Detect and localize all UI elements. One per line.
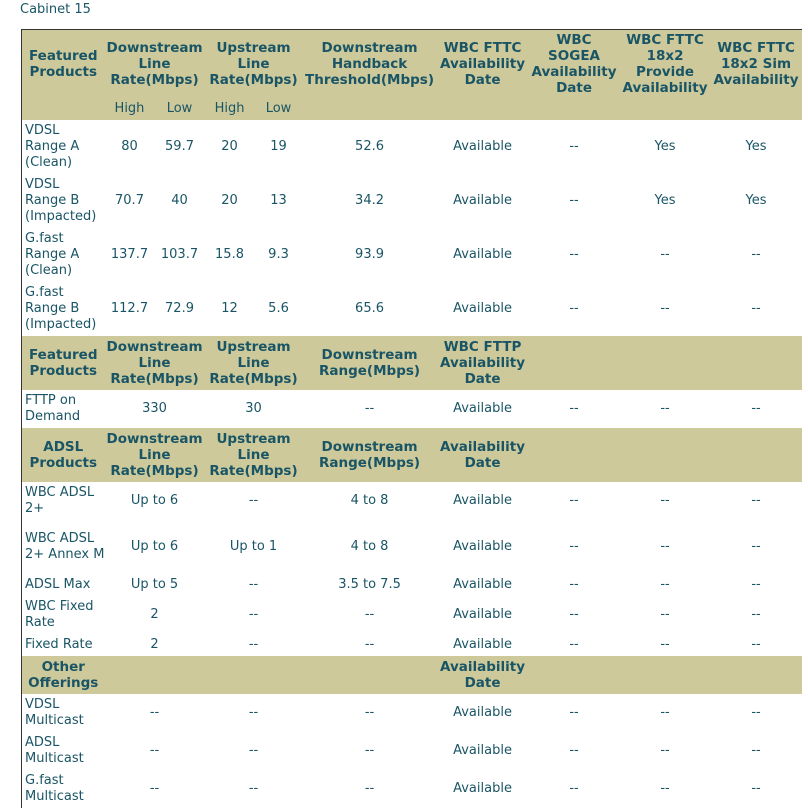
product-name: G.fast Multicast [25, 772, 84, 804]
cell: -- [751, 636, 761, 652]
cell: 112.7 [110, 300, 149, 316]
col-header: WBC FTTC 18x2 Provide Availability [620, 30, 711, 98]
cell: Available [453, 138, 512, 154]
cell: -- [569, 246, 579, 262]
col-header: WBC FTTC 18x2 Sim Availability [711, 30, 802, 98]
cell: 30 [245, 400, 262, 416]
cell: 12 [221, 300, 238, 316]
cell: 9.3 [268, 246, 289, 262]
section-header-adsl [22, 428, 802, 482]
cell: -- [751, 538, 761, 554]
cell: -- [660, 538, 670, 554]
table-row [22, 482, 802, 520]
cell: -- [751, 780, 761, 796]
cell: -- [569, 492, 579, 508]
table-row [22, 634, 802, 656]
col-header: Downstream Line Rate(Mbps) [105, 428, 205, 482]
cell: -- [660, 704, 670, 720]
cell: -- [364, 742, 375, 758]
cell: -- [569, 636, 579, 652]
table-row [22, 574, 802, 596]
cell: 20 [221, 138, 238, 154]
cell: 34.2 [355, 192, 384, 208]
cell: 80 [121, 138, 138, 154]
col-header: Availability Date [437, 428, 529, 482]
availability-table [21, 29, 802, 808]
cell: 52.6 [355, 138, 384, 154]
cell: -- [751, 492, 761, 508]
cell: Up to 1 [229, 538, 278, 554]
cell: -- [751, 742, 761, 758]
cell: -- [751, 300, 761, 316]
cell: Available [453, 400, 512, 416]
product-name: VDSL Range B (Impacted) [25, 176, 97, 224]
product-name: VDSL Range A (Clean) [25, 122, 80, 170]
cell: Available [453, 576, 512, 592]
cell: 4 to 8 [350, 538, 389, 554]
cell: 72.9 [165, 300, 194, 316]
col-header: Upstream Line Rate(Mbps) [205, 30, 303, 98]
cell: -- [569, 300, 579, 316]
cell: -- [660, 742, 670, 758]
cell: 5.6 [268, 300, 289, 316]
cell: -- [364, 636, 375, 652]
product-name: Fixed Rate [25, 636, 93, 652]
cell: Available [453, 742, 512, 758]
cell: 20 [221, 192, 238, 208]
col-header: Other Offerings [22, 656, 105, 694]
cell: Yes [745, 138, 767, 154]
cabinet-title: Cabinet 15 [20, 2, 91, 17]
table-row [22, 694, 802, 732]
cell: -- [660, 400, 670, 416]
cell: 330 [142, 400, 167, 416]
col-header: Featured Products [22, 336, 105, 390]
col-header: Downstream Range(Mbps) [303, 428, 437, 482]
cell: Up to 6 [130, 492, 179, 508]
cell: -- [660, 780, 670, 796]
cell: -- [248, 636, 259, 652]
cell: -- [569, 400, 579, 416]
cell: 65.6 [355, 300, 384, 316]
cell: 4 to 8 [350, 492, 389, 508]
cell: -- [569, 606, 579, 622]
cell: Available [453, 246, 512, 262]
cell: 59.7 [165, 138, 194, 154]
product-name: VDSL Multicast [25, 696, 84, 728]
cell: Up to 6 [130, 538, 179, 554]
cell: Available [453, 636, 512, 652]
cell: 103.7 [160, 246, 199, 262]
cell: -- [569, 538, 579, 554]
product-name: ADSL Max [25, 576, 91, 592]
cell: Available [453, 538, 512, 554]
product-name: WBC ADSL 2+ [25, 484, 95, 516]
col-header: WBC FTTP Availability Date [437, 336, 529, 390]
cell: 19 [270, 138, 287, 154]
cell: 2 [150, 636, 159, 652]
section-header-featured [22, 30, 802, 98]
cell: -- [569, 576, 579, 592]
col-header: ADSL Products [22, 428, 105, 482]
cell: -- [751, 400, 761, 416]
cell: -- [248, 576, 259, 592]
cell: -- [660, 636, 670, 652]
cell: Yes [654, 138, 676, 154]
cell: 13 [270, 192, 287, 208]
product-name: FTTP on Demand [25, 392, 81, 424]
col-header: Downstream Line Rate(Mbps) [105, 30, 205, 98]
col-header: Featured Products [22, 30, 105, 98]
table-row [22, 520, 802, 574]
cell: -- [248, 742, 259, 758]
cell: Yes [654, 192, 676, 208]
cell: Available [453, 300, 512, 316]
cell: -- [660, 300, 670, 316]
cell: -- [569, 704, 579, 720]
cell: -- [751, 606, 761, 622]
cell: 137.7 [110, 246, 149, 262]
cell: -- [751, 576, 761, 592]
cell: -- [569, 138, 579, 154]
cell: 3.5 to 7.5 [338, 576, 401, 592]
cell: 93.9 [355, 246, 384, 262]
cell: -- [248, 780, 259, 796]
cell: Available [453, 192, 512, 208]
sub-header-high: High [205, 98, 255, 120]
col-header: Upstream Line Rate(Mbps) [205, 428, 303, 482]
cell: -- [660, 606, 670, 622]
cell: -- [248, 606, 259, 622]
table-row [22, 390, 802, 428]
product-name: WBC ADSL 2+ Annex M [25, 530, 105, 562]
section-header-other [22, 656, 802, 694]
cell: 2 [150, 606, 159, 622]
cell: 40 [171, 192, 188, 208]
cell: -- [149, 704, 160, 720]
cell: -- [364, 606, 375, 622]
table-row [22, 596, 802, 634]
col-header: WBC SOGEA Availability Date [529, 30, 620, 98]
cell: -- [660, 576, 670, 592]
product-name: WBC Fixed Rate [25, 598, 94, 630]
cell: -- [751, 246, 761, 262]
section-header-fttp [22, 336, 802, 390]
cell: 15.8 [215, 246, 244, 262]
col-header: Upstream Line Rate(Mbps) [205, 336, 303, 390]
cell: -- [569, 742, 579, 758]
cell: 70.7 [115, 192, 144, 208]
sub-header-low: Low [255, 98, 303, 120]
cell: Yes [745, 192, 767, 208]
product-name: G.fast Range A (Clean) [25, 230, 80, 278]
cell: -- [248, 492, 259, 508]
cell: Available [453, 704, 512, 720]
sub-header-high: High [105, 98, 155, 120]
cell: -- [149, 780, 160, 796]
cell: -- [364, 400, 375, 416]
cell: -- [660, 246, 670, 262]
cell: -- [149, 742, 160, 758]
table-row [22, 282, 802, 336]
cell: -- [569, 192, 579, 208]
col-header: WBC FTTC Availability Date [437, 30, 529, 98]
col-header: Downstream Line Rate(Mbps) [105, 336, 205, 390]
cell: -- [248, 704, 259, 720]
cell: -- [364, 704, 375, 720]
product-name: ADSL Multicast [25, 734, 84, 766]
cell: Available [453, 606, 512, 622]
col-header: Downstream Handback Threshold(Mbps) [303, 30, 437, 98]
sub-header-low: Low [155, 98, 205, 120]
cell: Available [453, 492, 512, 508]
cell: -- [751, 704, 761, 720]
col-header: Downstream Range(Mbps) [303, 336, 437, 390]
col-header: Availability Date [437, 656, 529, 694]
cell: -- [660, 492, 670, 508]
table-row [22, 174, 802, 228]
cell: -- [364, 780, 375, 796]
table-row [22, 770, 802, 808]
cell: -- [569, 780, 579, 796]
cell: Up to 5 [130, 576, 179, 592]
cell: Available [453, 780, 512, 796]
product-name: G.fast Range B (Impacted) [25, 284, 97, 332]
table-row [22, 228, 802, 282]
table-row [22, 732, 802, 770]
sub-header-row [22, 98, 802, 120]
table-row [22, 120, 802, 174]
